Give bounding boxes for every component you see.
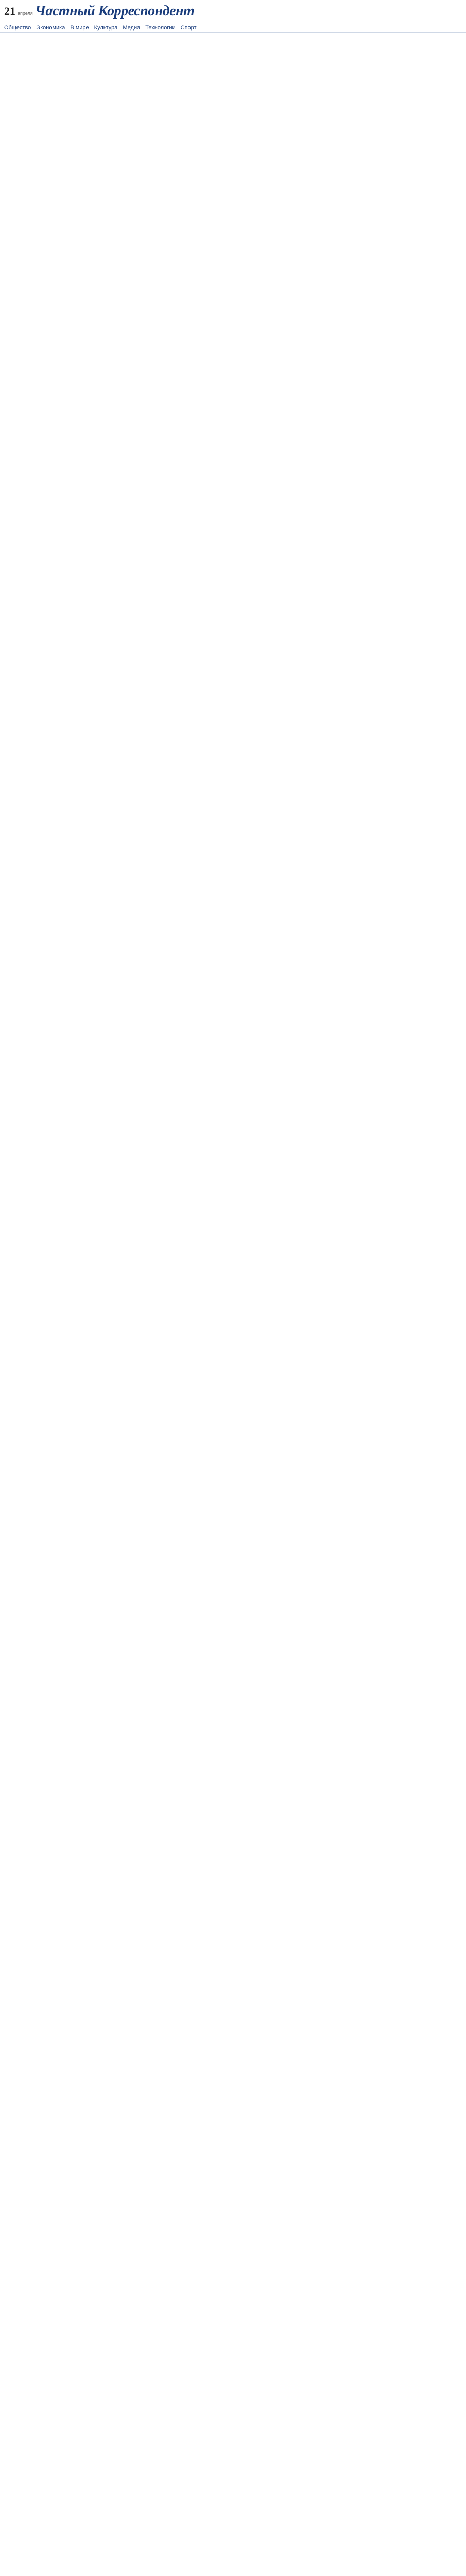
nav-item-technology[interactable]: Технологии: [145, 25, 176, 31]
date-day: 21: [4, 5, 15, 18]
nav-item-world[interactable]: В мире: [70, 25, 89, 31]
main-nav: [0, 23, 466, 33]
nav-item-culture[interactable]: Культура: [94, 25, 118, 31]
nav-item-media[interactable]: Медиа: [123, 25, 141, 31]
date-block: [4, 5, 35, 18]
nav-item-economy[interactable]: Экономика: [36, 25, 65, 31]
nav-item-sport[interactable]: Спорт: [180, 25, 197, 31]
site-logo[interactable]: Частный Корреспондент: [35, 3, 195, 19]
nav-item-society[interactable]: Общество: [4, 25, 31, 31]
masthead: [0, 0, 466, 23]
date-month: апреля: [18, 11, 33, 16]
